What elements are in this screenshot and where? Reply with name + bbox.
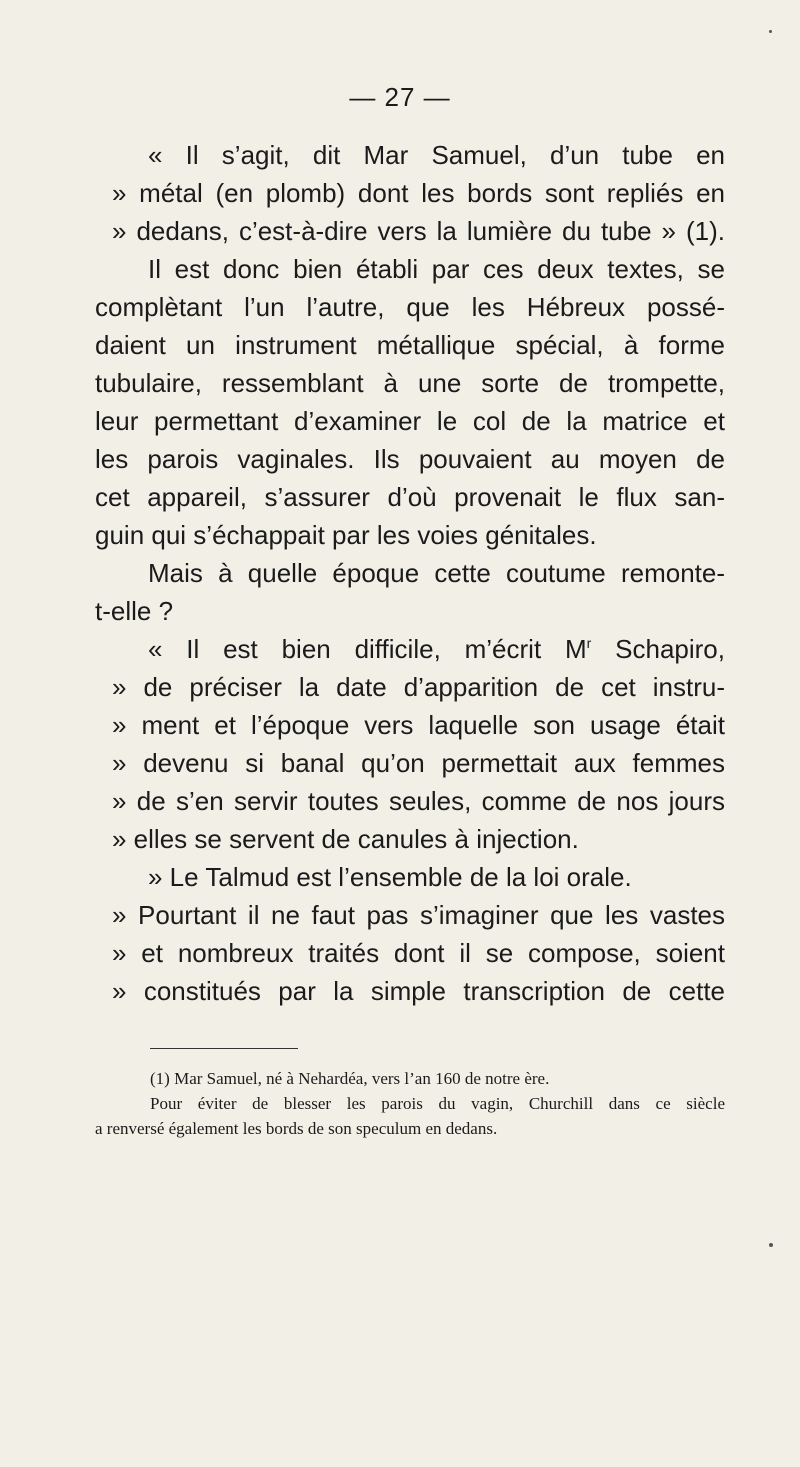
footnote-line: Pour éviter de blesser les parois du vagin, Churchill dans ce siècle [150,1094,725,1113]
body-line: » de préciser la date d’apparition de cet instru- [112,672,725,702]
body-line-with-superscript [148,634,725,664]
body-line: » Le Talmud est l’ensemble de la loi orale. [148,862,632,892]
line-text: « Il est bien difficile, m’écrit M [148,634,587,664]
body-line: » de s’en servir toutes seules, comme de nos jours [112,786,725,816]
page-number: — 27 — [349,82,451,112]
line-text-tail: Schapiro, [591,634,725,664]
body-line: guin qui s’échappait par les voies génitales. [95,520,597,550]
body-line: daient un instrument métallique spécial, à forme [95,330,725,360]
body-line: leur permettant d’examiner le col de la matrice et [95,406,725,436]
body-line: » devenu si banal qu’on permettait aux femmes [112,748,725,778]
superscript-abbrev: r [586,635,592,651]
body-line: Il est donc bien établi par ces deux textes, se [148,254,725,284]
body-line: » constitués par la simple transcription de cette [112,976,725,1006]
body-line: » Pourtant il ne faut pas s’imaginer que les vastes [112,900,725,930]
body-line: » métal (en plomb) dont les bords sont repliés en [112,178,725,208]
body-line: » et nombreux traités dont il se compose, soient [112,938,725,968]
body-line: les parois vaginales. Ils pouvaient au moyen de [95,444,725,474]
body-line: « Il s’agit, dit Mar Samuel, d’un tube en [148,140,725,170]
body-line: t-elle ? [95,596,174,626]
paper-speck [769,1243,773,1247]
paper-speck [769,30,772,33]
body-line: cet appareil, s’assurer d’où provenait le flux san- [95,482,725,512]
body-line: complètant l’un l’autre, que les Hébreux possé- [95,292,725,322]
body-line: tubulaire, ressemblant à une sorte de trompette, [95,368,725,398]
body-line: » elles se servent de canules à injection. [112,824,579,854]
footnote-divider [150,1048,298,1049]
body-line: » dedans, c’est-à-dire vers la lumière du tube » (1). [112,216,725,246]
footnote-line: a renversé également les bords de son speculum en dedans. [95,1119,498,1138]
footnote-line: (1) Mar Samuel, né à Nehardéa, vers l’an 160 de notre ère. [150,1069,550,1088]
body-line: Mais à quelle époque cette coutume remonte- [148,558,725,588]
body-line: » ment et l’époque vers laquelle son usage était [112,710,725,740]
